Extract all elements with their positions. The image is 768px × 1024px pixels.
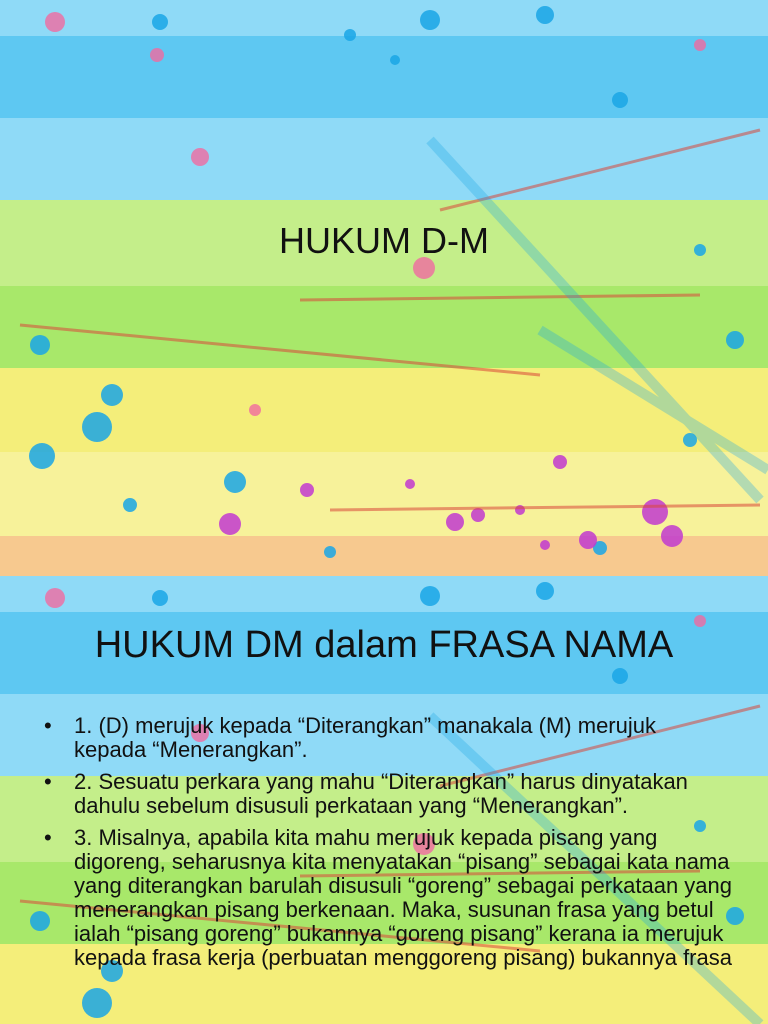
bullet-dot: • — [44, 713, 52, 738]
bullet-item — [44, 770, 734, 818]
bullet-dot: • — [44, 825, 52, 850]
bullet-list — [44, 714, 734, 978]
bullet-text: 1. (D) merujuk kepada “Diterangkan” manakala (M) merujuk kepada “Menerangkan”. — [74, 713, 656, 762]
bullet-item — [44, 714, 734, 762]
bullet-text: 2. Sesuatu perkara yang mahu “Diterangkan” harus dinyatakan dahulu sebelum disusuli perkataan yang “Menerangkan”. — [74, 769, 688, 818]
slide-2-title: HUKUM DM dalam FRASA NAMA — [94, 624, 674, 666]
slide-2 — [0, 576, 768, 1024]
slide-1-title: HUKUM D-M — [279, 220, 489, 261]
bullet-item — [44, 826, 734, 970]
bullet-text: 3. Misalnya, apabila kita mahu merujuk kepada pisang yang digoreng, seharusnya kita menyatakan “pisang” sebagai kata nama yang diterangkan barulah disusuli “goreng” sebagai perkataan yang menerangkan pisang berkenaan. Maka, susunan frasa yang betul ialah “pisang goreng” bukannya “goreng pisang” kerana ia merujuk kepada frasa kerja (perbuatan menggoreng pisang) bukannya frasa — [74, 825, 733, 970]
bullet-dot: • — [44, 769, 52, 794]
